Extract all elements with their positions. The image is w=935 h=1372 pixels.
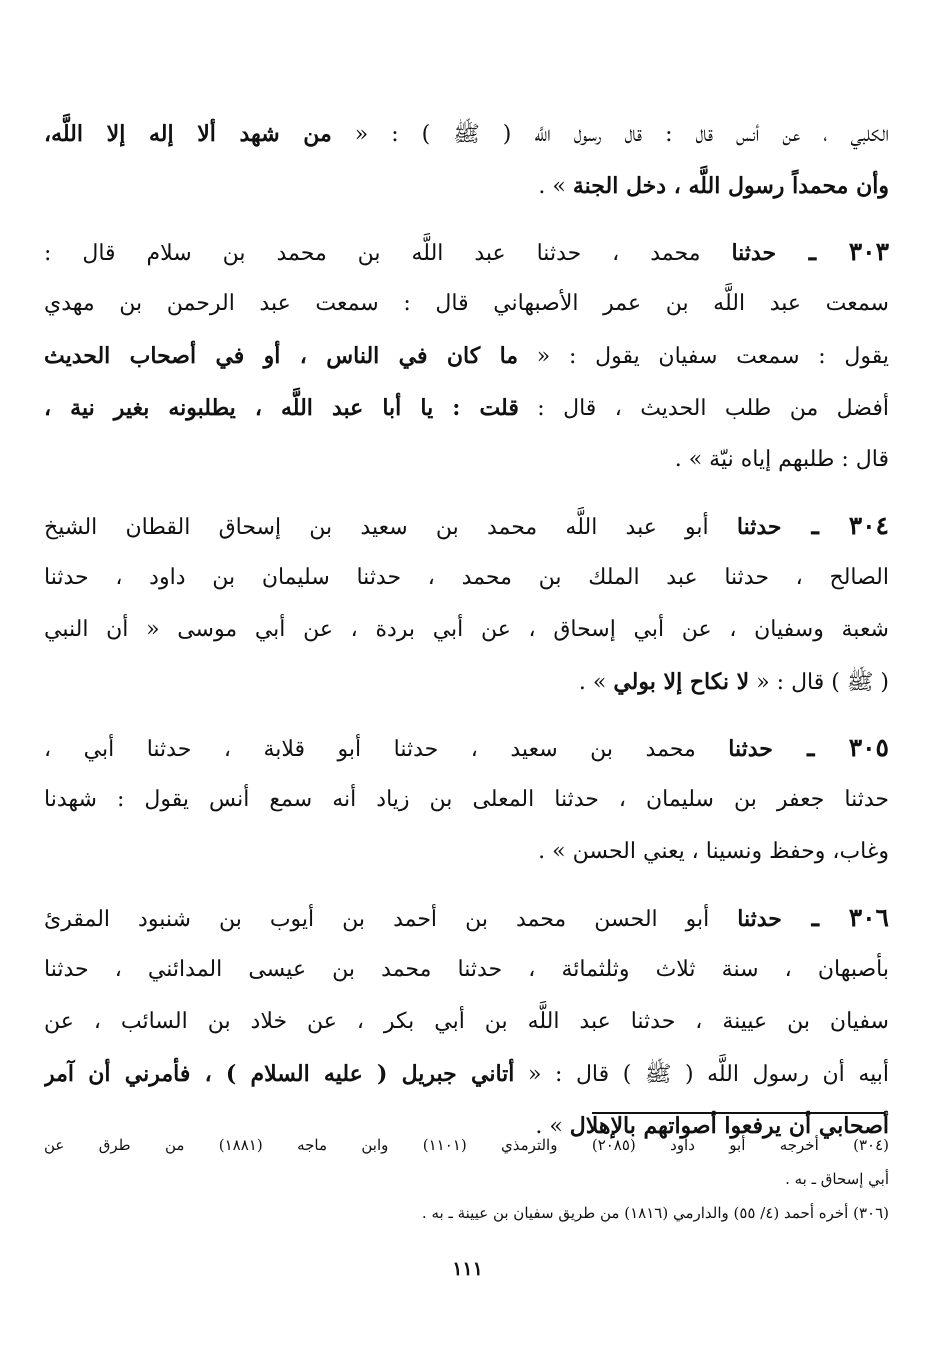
- bold-text: وأن محمداً رسول اللَّه ، دخل الجنة: [572, 173, 889, 199]
- footnote-separator: [592, 1112, 885, 1114]
- text-line: [44, 604, 889, 656]
- text-segment: وغاب، وحفظ ونسينا ، يعني الحسن » .: [538, 839, 889, 864]
- text-line: [44, 826, 889, 878]
- text-line: [44, 656, 889, 708]
- text-segment: ( ﷺ ) قال : «: [749, 670, 889, 695]
- text-line: [44, 226, 889, 278]
- text-segment: » .: [538, 174, 573, 199]
- text-segment: الكلبي ، عن أنس قال : قال رسول اللَّه ( ﷺ ) : «: [331, 122, 889, 147]
- footnote-line: أبي إسحاق ـ به .: [785, 1170, 889, 1188]
- text-segment: شعبة وسفيان ، عن أبي إسحاق ، عن أبي بردة ، عن أبي موسى « أن النبي: [44, 617, 889, 642]
- text-line: [44, 996, 889, 1048]
- text-line: [44, 892, 889, 944]
- paragraph: [44, 722, 889, 878]
- bold-text: أتاني جبريل ( عليه السلام ) ، فأمرني أن آمر: [44, 1061, 515, 1087]
- text-line: [44, 330, 889, 382]
- text-segment: » .: [578, 670, 614, 695]
- paragraph-gap: [44, 708, 889, 722]
- text-line: [44, 434, 889, 486]
- paragraph: [44, 226, 889, 486]
- bold-text: لا نكاح إلا بولي: [613, 669, 750, 695]
- text-segment: يقول : سمعت سفيان يقول : «: [518, 344, 889, 369]
- paragraph-gap: [44, 486, 889, 500]
- bold-text: حدثنا: [728, 736, 773, 762]
- paragraph: [44, 108, 889, 212]
- hadith-number: ٣٠٤ ـ: [781, 511, 889, 540]
- text-segment: قال : طلبهم إياه نيّة: [709, 447, 889, 472]
- text-segment: أبو عبد اللَّه محمد بن سعيد بن إسحاق القطان الشيخ: [44, 515, 737, 540]
- footnotes: [44, 1128, 889, 1230]
- footnote-line: (٣٠٦) أخره أحمد (٤/ ٥٥) والدارمي (١٨١٦) من طريق سفيان بن عيينة ـ به .: [421, 1204, 889, 1222]
- text-line: [44, 774, 889, 826]
- text-segment: أبيه أن رسول اللَّه ( ﷺ ) قال : «: [514, 1062, 889, 1087]
- text-segment: حدثنا جعفر بن سليمان ، حدثنا المعلى بن زياد أنه سمع أنس يقول : شهدنا: [44, 787, 889, 812]
- text-line: [44, 160, 889, 212]
- text-segment: » .: [674, 447, 710, 472]
- text-segment: سمعت عبد اللَّه بن عمر الأصبهاني قال : سمعت عبد الرحمن بن مهدي: [44, 291, 889, 316]
- main-text: [44, 108, 889, 1152]
- text-line: [44, 552, 889, 604]
- text-segment: سفيان بن عيينة ، حدثنا عبد اللَّه بن أبي بكر ، عن خلاد بن السائب ، عن: [44, 1009, 889, 1034]
- hadith-number: ٣٠٥ ـ: [772, 733, 889, 762]
- bold-text: حدثنا: [731, 240, 777, 266]
- bold-text: قلت : يا أبا عبد اللَّه ، يطلبونه بغير نية ،: [44, 395, 519, 421]
- paragraph-gap: [44, 878, 889, 892]
- page-number: ١١١: [452, 1258, 483, 1280]
- text-line: [44, 382, 889, 434]
- text-line: [44, 500, 889, 552]
- footnote-line: (٣٠٤) أخرجه أبو داود (٢٠٨٥) والترمذي (١١٠١) وابن ماجه (١٨٨١) من طرق عن: [44, 1136, 889, 1154]
- hadith-number: ٣٠٣ ـ: [776, 237, 889, 266]
- text-line: [44, 108, 889, 160]
- text-segment: محمد ، حدثنا عبد اللَّه بن محمد بن سلام قال :: [44, 241, 732, 266]
- bold-text: من شهد ألا إله إلا اللَّه،: [44, 121, 332, 147]
- paragraph: [44, 500, 889, 708]
- bold-text: أصحابي أن يرفعوا أصواتهم بالإهلال: [569, 1113, 889, 1139]
- hadith-number: ٣٠٦ ـ: [781, 903, 889, 932]
- text-line: [44, 944, 889, 996]
- text-segment: بأصبهان ، سنة ثلاث وثلثمائة ، حدثنا محمد بن عيسى المدائني ، حدثنا: [44, 957, 889, 982]
- text-segment: أفضل من طلب الحديث ، قال :: [518, 396, 889, 421]
- paragraph-gap: [44, 212, 889, 226]
- bold-text: حدثنا: [737, 906, 782, 932]
- text-line: [44, 278, 889, 330]
- bold-text: حدثنا: [736, 514, 782, 540]
- text-segment: » .: [535, 1114, 570, 1139]
- text-segment: الصالح ، حدثنا عبد الملك بن محمد ، حدثنا سليمان بن داود ، حدثنا: [44, 565, 889, 590]
- text-segment: أبو الحسن محمد بن أحمد بن أيوب بن شنبود المقرئ: [44, 907, 738, 932]
- bold-text: ما كان في الناس ، أو في أصحاب الحديث: [44, 343, 519, 369]
- text-line: [44, 1048, 889, 1100]
- text-segment: محمد بن سعيد ، حدثنا أبو قلابة ، حدثنا أبي ،: [44, 737, 729, 762]
- text-line: [44, 722, 889, 774]
